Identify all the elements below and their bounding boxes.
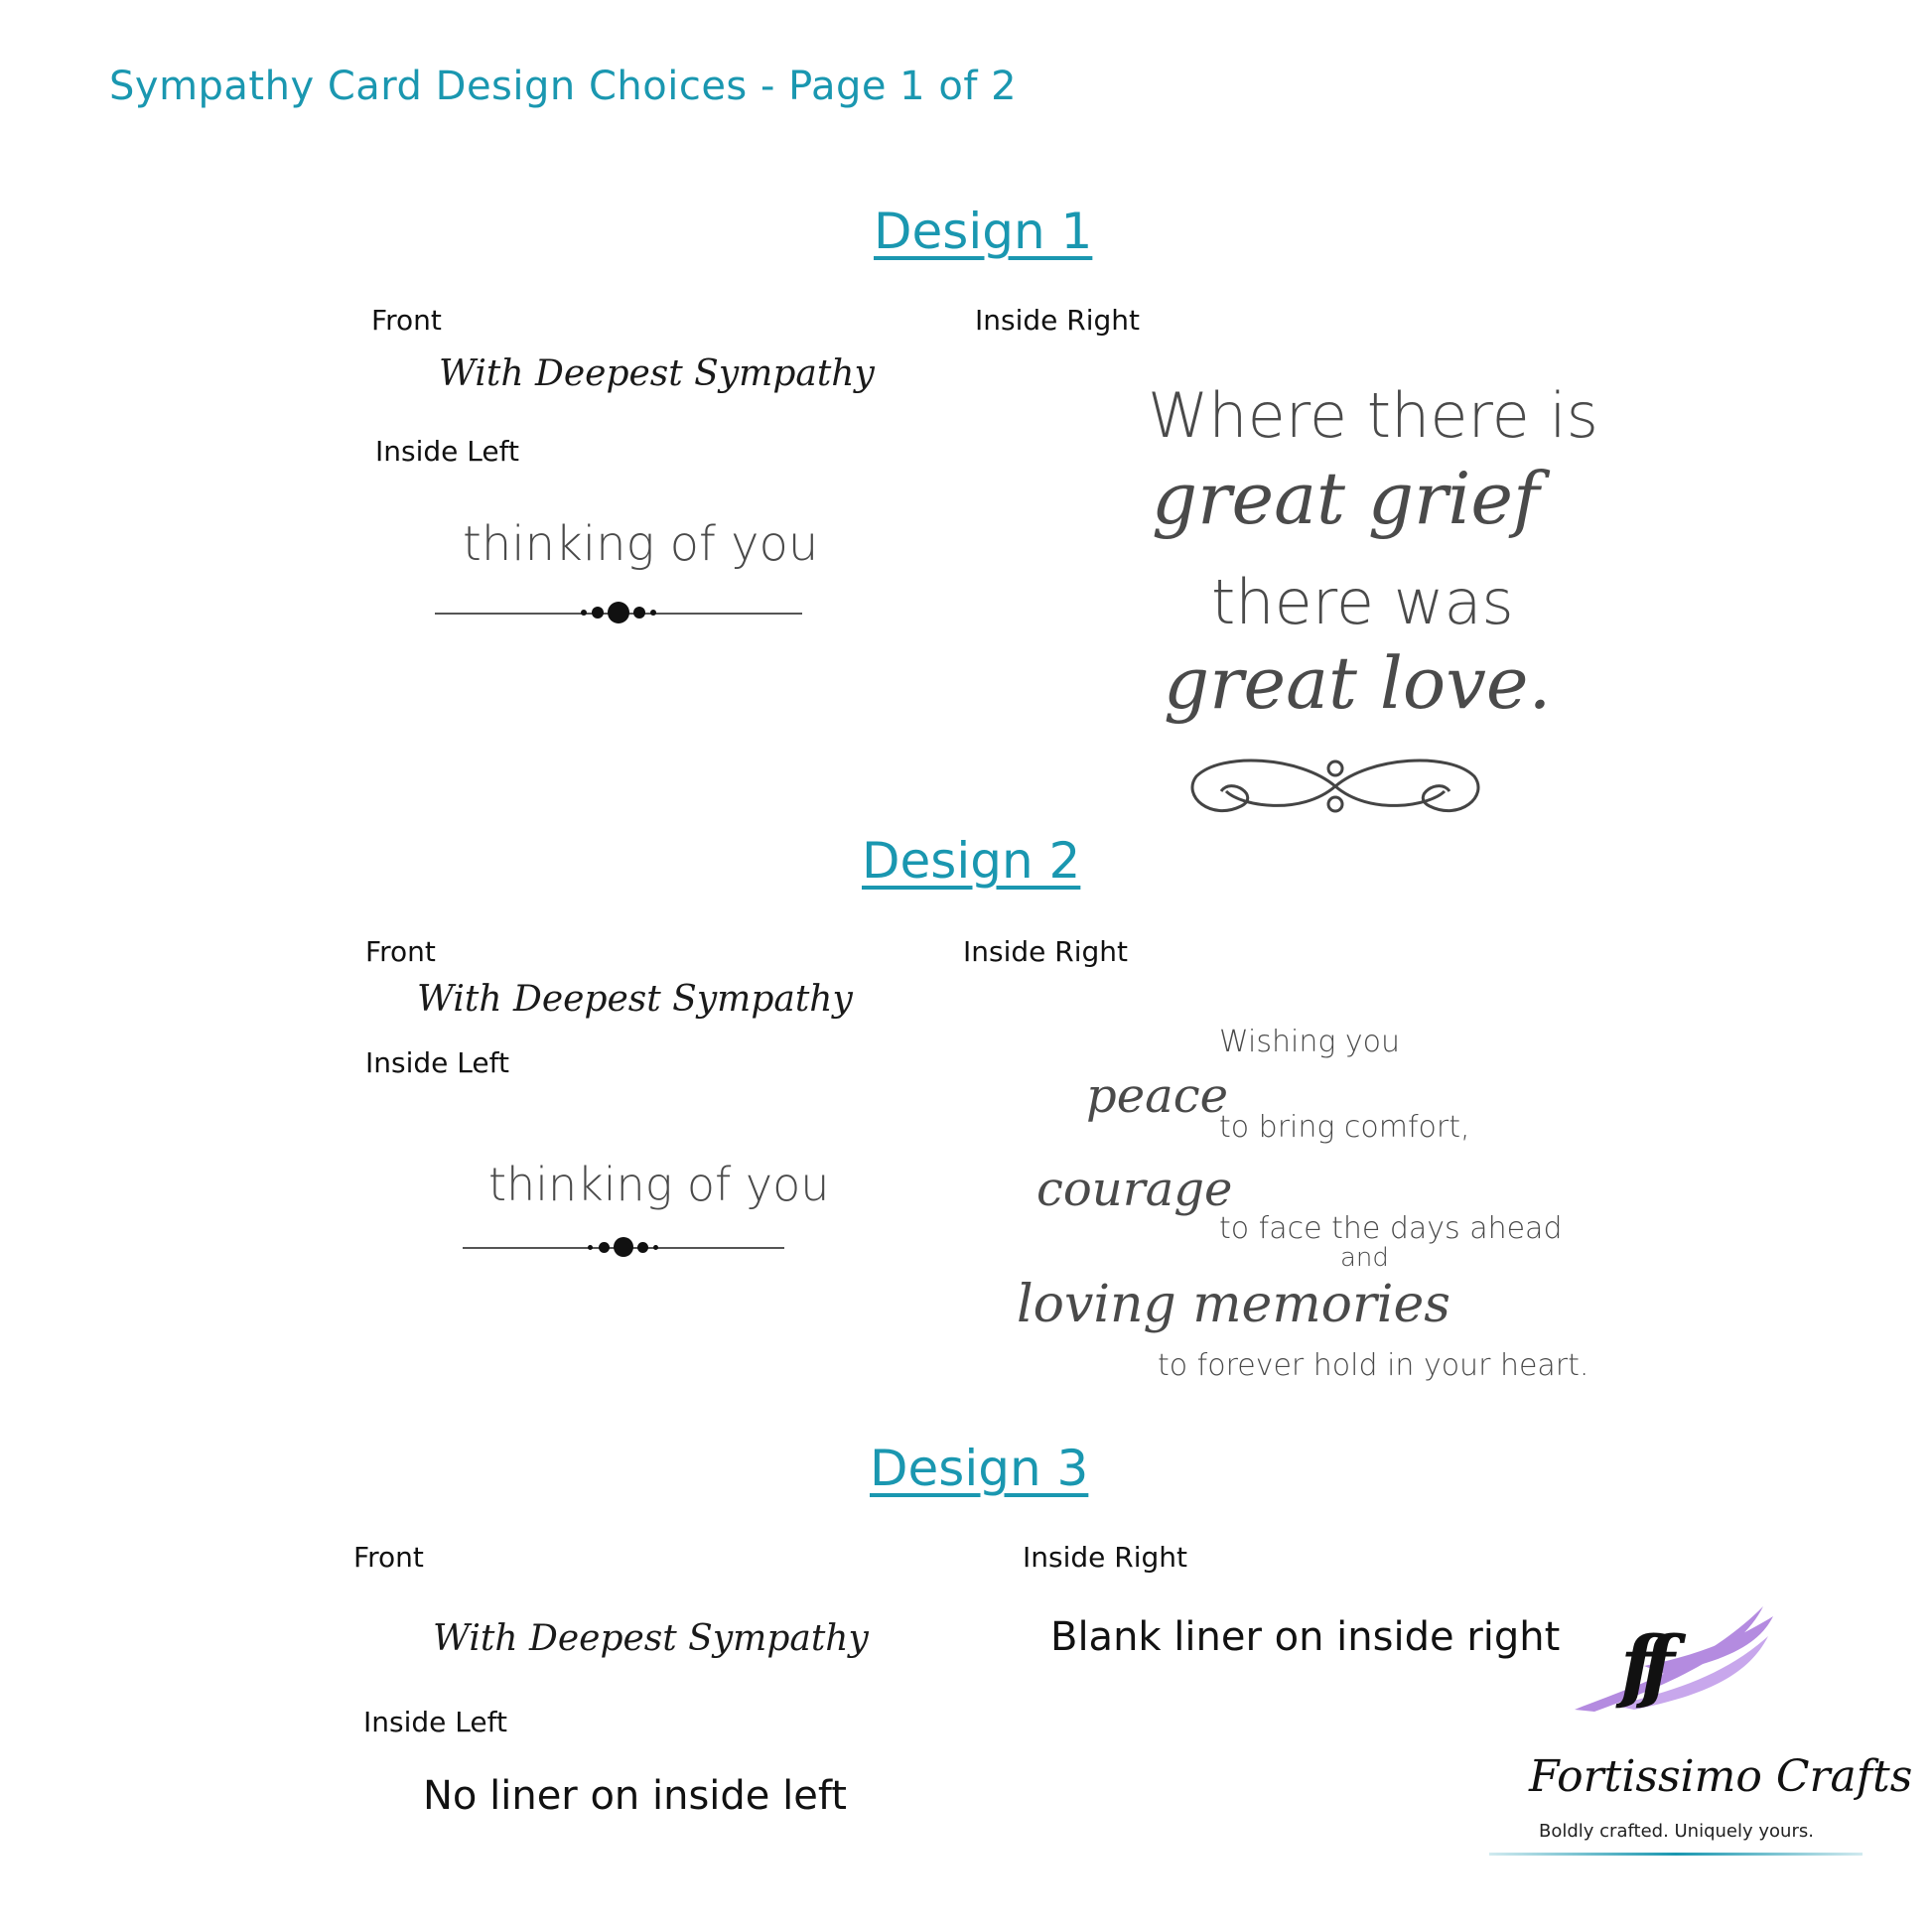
design-3-front-text: With Deepest Sympathy bbox=[433, 1618, 869, 1659]
verse-line-4: courage bbox=[1036, 1162, 1233, 1217]
design-2-inside-right-label: Inside Right bbox=[963, 935, 1129, 968]
verse-line-1: Wishing you bbox=[1219, 1025, 1400, 1059]
design-2-front-text: With Deepest Sympathy bbox=[417, 979, 853, 1020]
logo-brand-name: Fortissimo Crafts bbox=[1529, 1751, 1913, 1802]
design-2-inside-left-text: thinking of you bbox=[488, 1158, 830, 1211]
verse-line-7: loving memories bbox=[1017, 1275, 1450, 1334]
quote-line-3: there was bbox=[1211, 566, 1514, 638]
design-1-front-text: With Deepest Sympathy bbox=[439, 353, 875, 394]
design-1-inside-left-text: thinking of you bbox=[463, 516, 819, 572]
logo-divider bbox=[1489, 1853, 1863, 1856]
design-1-inside-right-label: Inside Right bbox=[975, 304, 1141, 337]
flourish-ornament-icon bbox=[1181, 747, 1489, 826]
design-3-inside-right-text: Blank liner on inside right bbox=[1050, 1614, 1561, 1660]
purple-swoosh-icon bbox=[1575, 1606, 1773, 1716]
design-2-inside-left-label: Inside Left bbox=[365, 1046, 509, 1079]
verse-line-6: and bbox=[1340, 1243, 1389, 1273]
quote-line-4: great love. bbox=[1164, 641, 1552, 725]
page-title: Sympathy Card Design Choices - Page 1 of 2 bbox=[109, 64, 1018, 109]
design-3-inside-left-label: Inside Left bbox=[363, 1706, 507, 1738]
design-1-front-label: Front bbox=[371, 304, 442, 337]
logo-monogram: ff bbox=[1620, 1618, 1661, 1712]
design-2-heading: Design 2 bbox=[862, 832, 1081, 890]
design-1-heading: Design 1 bbox=[874, 203, 1093, 260]
verse-line-8: to forever hold in your heart. bbox=[1158, 1348, 1589, 1383]
verse-line-3: to bring comfort, bbox=[1219, 1110, 1470, 1145]
logo-tagline: Boldly crafted. Uniquely yours. bbox=[1539, 1821, 1814, 1842]
verse-line-5: to face the days ahead bbox=[1219, 1211, 1563, 1246]
design-3-front-label: Front bbox=[353, 1541, 424, 1574]
design-3-inside-right-label: Inside Right bbox=[1023, 1541, 1188, 1574]
design-1-inside-left-label: Inside Left bbox=[375, 435, 519, 468]
design-3-heading: Design 3 bbox=[870, 1440, 1089, 1497]
quote-line-2: great grief bbox=[1152, 457, 1540, 540]
design-2-front-label: Front bbox=[365, 935, 436, 968]
design-3-inside-left-text: No liner on inside left bbox=[423, 1773, 847, 1819]
verse-line-2: peace bbox=[1086, 1068, 1229, 1124]
quote-line-1: Where there is bbox=[1148, 379, 1598, 452]
